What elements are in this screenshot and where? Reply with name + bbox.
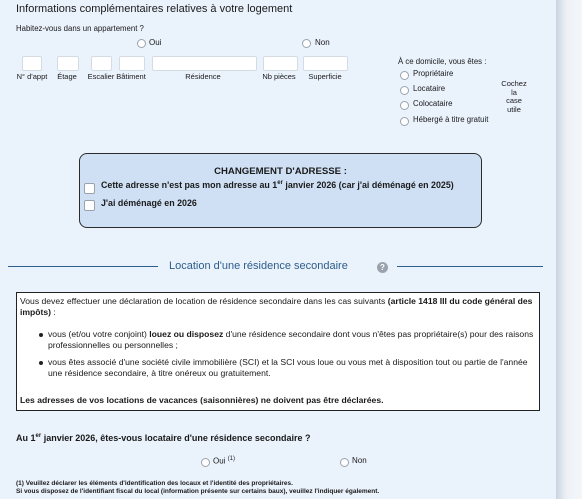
bullet-dot xyxy=(39,361,43,365)
address-change-option2-label: J'ai déménagé en 2026 xyxy=(101,198,197,208)
address-change-box xyxy=(79,153,482,228)
staircase-input[interactable] xyxy=(91,56,112,71)
status-tenant-radio[interactable] xyxy=(400,86,409,95)
question-text-a: Au 1 xyxy=(16,433,36,443)
footnote-line1: (1) Veuillez déclarer les éléments d'identification des locaux et l'identité des propriétaires. xyxy=(16,480,293,487)
status-tenant-label: Locataire xyxy=(413,84,446,93)
info-intro xyxy=(20,296,534,318)
divider-right xyxy=(397,266,543,267)
address-change-option2-checkbox[interactable] xyxy=(84,200,95,211)
floor-input[interactable] xyxy=(57,56,79,71)
info-intro-text: Vous devez effectuer une déclaration de location de résidence secondaire dans les cas suivants xyxy=(20,296,388,306)
secondary-yes-text: Oui xyxy=(213,456,226,466)
secondary-yes-label xyxy=(213,456,235,466)
status-owner-label: Propriétaire xyxy=(413,69,454,78)
lodging-section-title: Informations complémentaires relatives à votre logement xyxy=(16,3,293,15)
footnote-line2: Si vous disposez de l'identifiant fiscal du local (information présente sur certains baux), veuillez l'indiquer également. xyxy=(16,488,380,495)
secondary-yes-sup: (1) xyxy=(227,456,236,462)
bullet2-text: vous êtes associé d'une société civile immobilière (SCI) et la SCI vous loue ou vous met à disposition tout ou partie de l'année une résidence secondaire, à titre onéreux ou gratuitement. xyxy=(48,357,528,378)
secondary-residence-question xyxy=(16,433,310,443)
help-icon[interactable]: ? xyxy=(377,262,388,273)
tick-hint xyxy=(496,80,532,114)
info-intro-bold: (article 1418 III du code général des impôts) xyxy=(20,296,533,317)
rooms-label: Nb pièces xyxy=(262,72,296,81)
bullet1-text-b: d'une résidence secondaire dont vous n'êtes pas propriétaire(s) pour des raisons professionnelles ou personnelles ; xyxy=(48,329,534,350)
info-bullet-item xyxy=(48,357,534,379)
apartment-question: Habitez-vous dans un appartement ? xyxy=(16,24,144,33)
tick-hint-line: utile xyxy=(507,104,521,114)
secondary-no-label: Non xyxy=(352,456,367,465)
info-bullet-item xyxy=(48,329,534,351)
right-gutter xyxy=(556,0,582,499)
residence-input[interactable] xyxy=(152,56,257,71)
apartment-yes-radio[interactable] xyxy=(137,39,146,48)
surface-input[interactable] xyxy=(303,56,348,71)
rooms-input[interactable] xyxy=(263,56,298,71)
status-cotenant-radio[interactable] xyxy=(400,101,409,110)
info-box xyxy=(16,292,540,411)
bullet1-text-a: vous (et/ou votre conjoint) xyxy=(48,329,150,339)
address-change-option1-label xyxy=(101,180,454,190)
option1-text-a: Cette adresse n'est pas mon adresse au 1 xyxy=(101,180,278,190)
building-label: Bâtiment xyxy=(116,72,146,81)
info-intro-end: : xyxy=(51,307,56,317)
address-change-option1-checkbox[interactable] xyxy=(84,183,95,194)
tick-hint-line: Cochez xyxy=(501,79,527,88)
residence-label: Résidence xyxy=(185,72,221,81)
info-bullets xyxy=(48,329,534,379)
status-question: À ce domicile, vous êtes : xyxy=(398,57,487,66)
address-change-title: CHANGEMENT D'ADRESSE : xyxy=(214,166,347,177)
staircase-label: Escalier xyxy=(87,72,115,81)
apartment-no-label: Non xyxy=(315,38,330,47)
secondary-residence-title: Location d'une résidence secondaire xyxy=(169,260,348,272)
apartment-no-radio[interactable] xyxy=(302,39,311,48)
question-text-b: janvier 2026, êtes-vous locataire d'une résidence secondaire ? xyxy=(41,433,311,443)
secondary-yes-radio[interactable] xyxy=(201,458,210,467)
option1-sup: er xyxy=(277,180,283,187)
status-free-label: Hébergé à titre gratuit xyxy=(413,115,489,124)
status-cotenant-label: Colocataire xyxy=(413,99,453,108)
status-owner-radio[interactable] xyxy=(400,71,409,80)
tick-hint-line: la xyxy=(511,87,517,97)
apartment-yes-label: Oui xyxy=(149,38,162,47)
surface-label: Superficie xyxy=(308,72,342,81)
apartment-number-label: N° d'appt xyxy=(16,72,48,81)
bullet1-bold: louez ou disposez xyxy=(149,329,224,339)
status-free-radio[interactable] xyxy=(400,117,409,126)
floor-label: Étage xyxy=(57,72,77,81)
option1-text-b: janvier 2026 (car j'ai déménagé en 2025) xyxy=(282,180,454,190)
bullet-dot xyxy=(39,333,43,337)
divider-left xyxy=(8,266,158,267)
apartment-number-input[interactable] xyxy=(22,56,42,71)
question-sup: er xyxy=(35,433,42,439)
vacation-note: Les adresses de vos locations de vacances (saisonnières) ne doivent pas être déclarées. xyxy=(20,395,384,405)
tick-hint-line: case xyxy=(506,96,522,106)
secondary-no-radio[interactable] xyxy=(340,458,349,467)
building-input[interactable] xyxy=(119,56,145,71)
